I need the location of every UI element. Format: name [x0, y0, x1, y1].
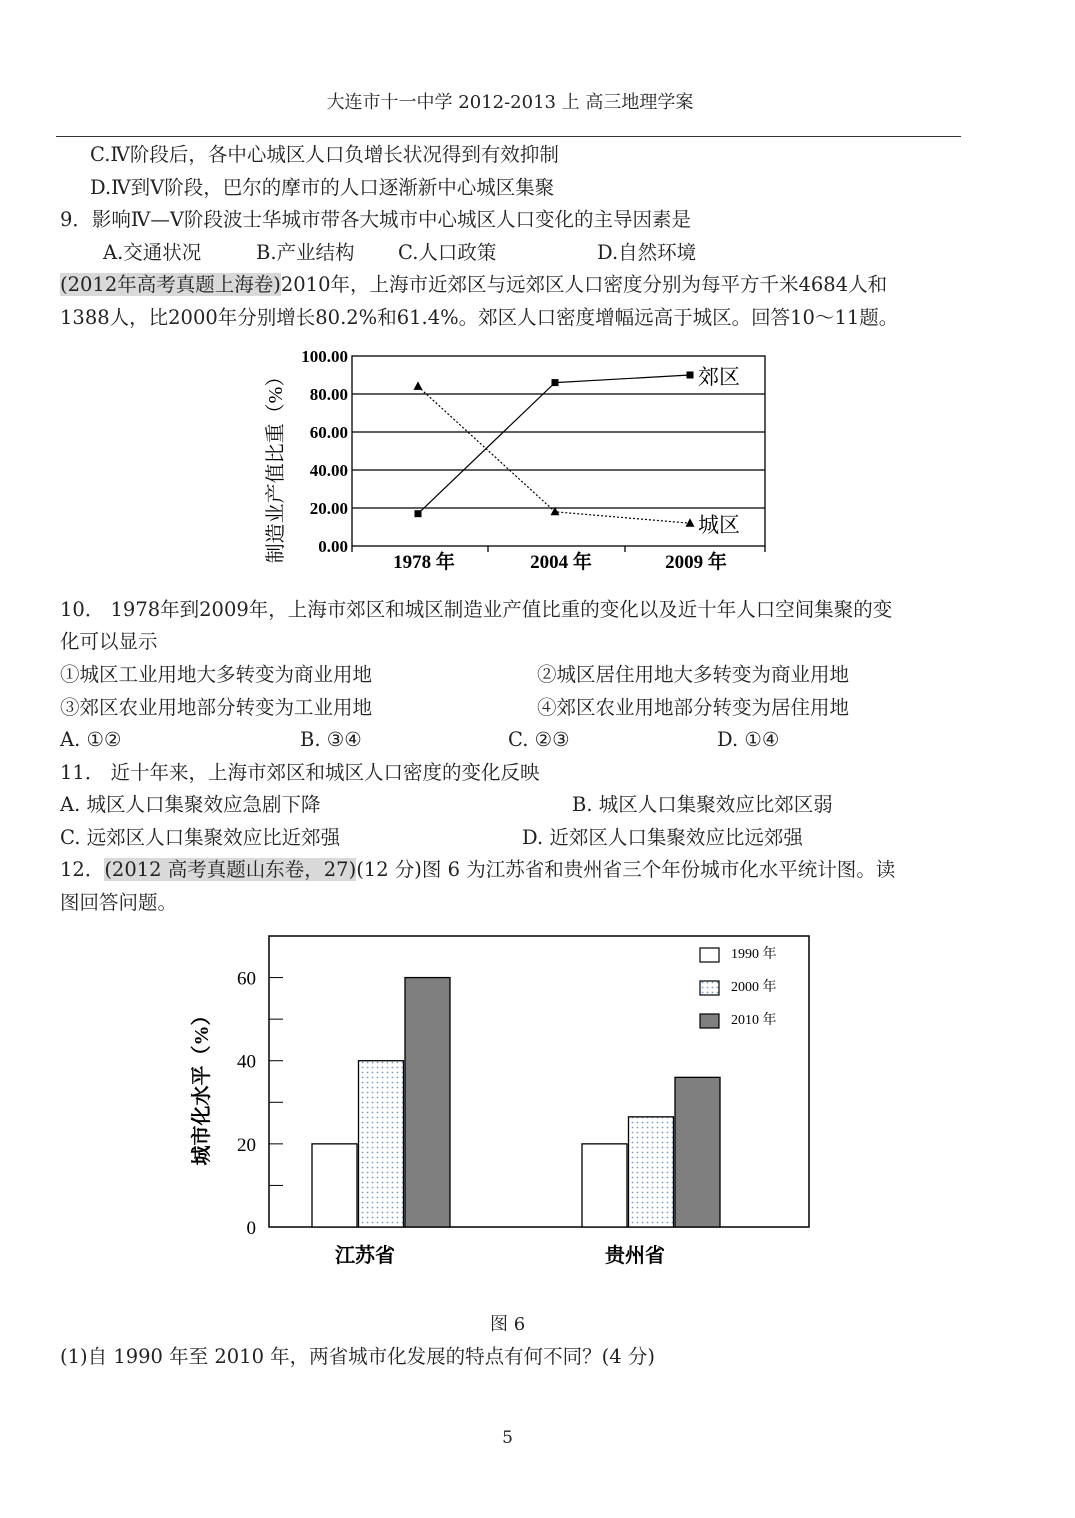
q10-option-a: A. ①② — [60, 728, 122, 751]
q12-number: 12． — [60, 858, 105, 881]
shanghai-source-tag: (2012年高考真题上海卷) — [60, 273, 281, 296]
q10-item-1: ①城区工业用地大多转变为商业用地 — [60, 663, 373, 686]
q11-stem: 11． 近十年来，上海市郊区和城区人口密度的变化反映 — [60, 761, 540, 784]
q10-option-b: B. ③④ — [300, 728, 362, 751]
bar-jiangsu-2 — [405, 978, 450, 1227]
q9-option-a: A.交通状况 — [103, 241, 202, 264]
q9-option-c: C.人口政策 — [398, 241, 497, 264]
y-tick-label: 20.00 — [309, 499, 348, 518]
series-label-suburb: 郊区 — [698, 365, 740, 389]
x-tick-label: 2004 年 — [530, 552, 592, 573]
q11-option-c: C. 远郊区人口集聚效应比近郊强 — [60, 826, 341, 849]
y-tick-label: 20 — [237, 1134, 256, 1156]
y-tick-label: 60.00 — [309, 423, 348, 442]
legend-swatch — [700, 981, 719, 995]
x-tick-label: 2009 年 — [665, 552, 727, 573]
figure-caption: 图 6 — [490, 1314, 526, 1335]
y-tick-label: 60 — [237, 968, 256, 990]
page-number: 5 — [502, 1428, 513, 1448]
q10-option-c: C. ②③ — [508, 728, 570, 751]
q10-item-3: ③郊区农业用地部分转变为工业用地 — [60, 696, 373, 719]
y-tick-label: 0.00 — [318, 537, 348, 556]
shanghai-intro-text: 2010年，上海市近郊区与远郊区人口密度分别为每平方千米4684人和 — [280, 273, 888, 296]
q11-option-d: D. 近郊区人口集聚效应比远郊强 — [522, 826, 803, 849]
header-title: 大连市十一中学 2012-2013 上 高三地理学案 — [326, 92, 694, 113]
q12-sub-question-1: (1)自 1990 年至 2010 年，两省城市化发展的特点有何不同？(4 分) — [60, 1345, 655, 1368]
legend-label: 2000 年 — [731, 980, 777, 995]
y-axis-label: 制造业产值比重（%） — [265, 366, 287, 564]
q10-option-d: D. ①④ — [717, 728, 780, 751]
legend-swatch — [700, 948, 719, 962]
series-label-urban: 城区 — [698, 513, 740, 538]
x-category-label: 贵州省 — [605, 1245, 665, 1267]
q12-source-tag: (2012 高考真题山东卷，27) — [104, 858, 357, 881]
y-tick-label: 40.00 — [309, 461, 348, 480]
bar-jiangsu-1 — [359, 1061, 404, 1227]
y-tick-label: 100.00 — [301, 347, 348, 366]
legend-swatch — [700, 1014, 719, 1028]
y-tick-label: 0 — [246, 1218, 256, 1239]
shanghai-intro-line-2: 1388人，比2000年分别增长80.2%和61.4%。郊区人口密度增幅远高于城区。回答10～11题。 — [60, 306, 899, 329]
q10-item-2: ②城区居住用地大多转变为商业用地 — [537, 663, 850, 686]
legend — [700, 945, 777, 1028]
q12-stem-line-2: 图回答问题。 — [60, 891, 178, 914]
q11-option-b: B. 城区人口集聚效应比郊区弱 — [572, 793, 833, 816]
q10-stem-line-1: 10． 1978年到2009年，上海市郊区和城区制造业产值比重的变化以及近十年人口空间集聚的变 — [60, 598, 893, 621]
q8-option-c: C.Ⅳ阶段后，各中心城区人口负增长状况得到有效抑制 — [90, 143, 559, 166]
legend-label: 2010 年 — [731, 1013, 777, 1028]
bar-guizhou-1 — [629, 1117, 674, 1227]
q11-option-a: A. 城区人口集聚效应急剧下降 — [60, 793, 321, 816]
q9-option-d: D.自然环境 — [597, 241, 697, 264]
q8-option-d: D.Ⅳ到Ⅴ阶段，巴尔的摩市的人口逐渐新中心城区集聚 — [90, 176, 555, 199]
q9-option-b: B.产业结构 — [256, 241, 355, 264]
y-axis-label: 城市化水平（%） — [191, 1005, 213, 1166]
bar-jiangsu-0 — [312, 1144, 357, 1227]
bar-guizhou-0 — [582, 1144, 627, 1227]
legend-label: 1990 年 — [731, 947, 777, 962]
q9-stem: 9．影响Ⅳ—Ⅴ阶段波士华城市带各大城市中心城区人口变化的主导因素是 — [60, 208, 691, 231]
y-tick-label: 80.00 — [309, 385, 348, 404]
q10-stem-line-2: 化可以显示 — [60, 630, 158, 653]
y-tick-label: 40 — [237, 1051, 256, 1073]
x-tick-label: 1978 年 — [393, 552, 455, 573]
bar-guizhou-2 — [675, 1077, 720, 1227]
q10-item-4: ④郊区农业用地部分转变为居住用地 — [537, 696, 850, 719]
x-category-label: 江苏省 — [335, 1245, 395, 1267]
q12-stem-text: (12 分)图 6 为江苏省和贵州省三个年份城市化水平统计图。读 — [356, 858, 896, 881]
